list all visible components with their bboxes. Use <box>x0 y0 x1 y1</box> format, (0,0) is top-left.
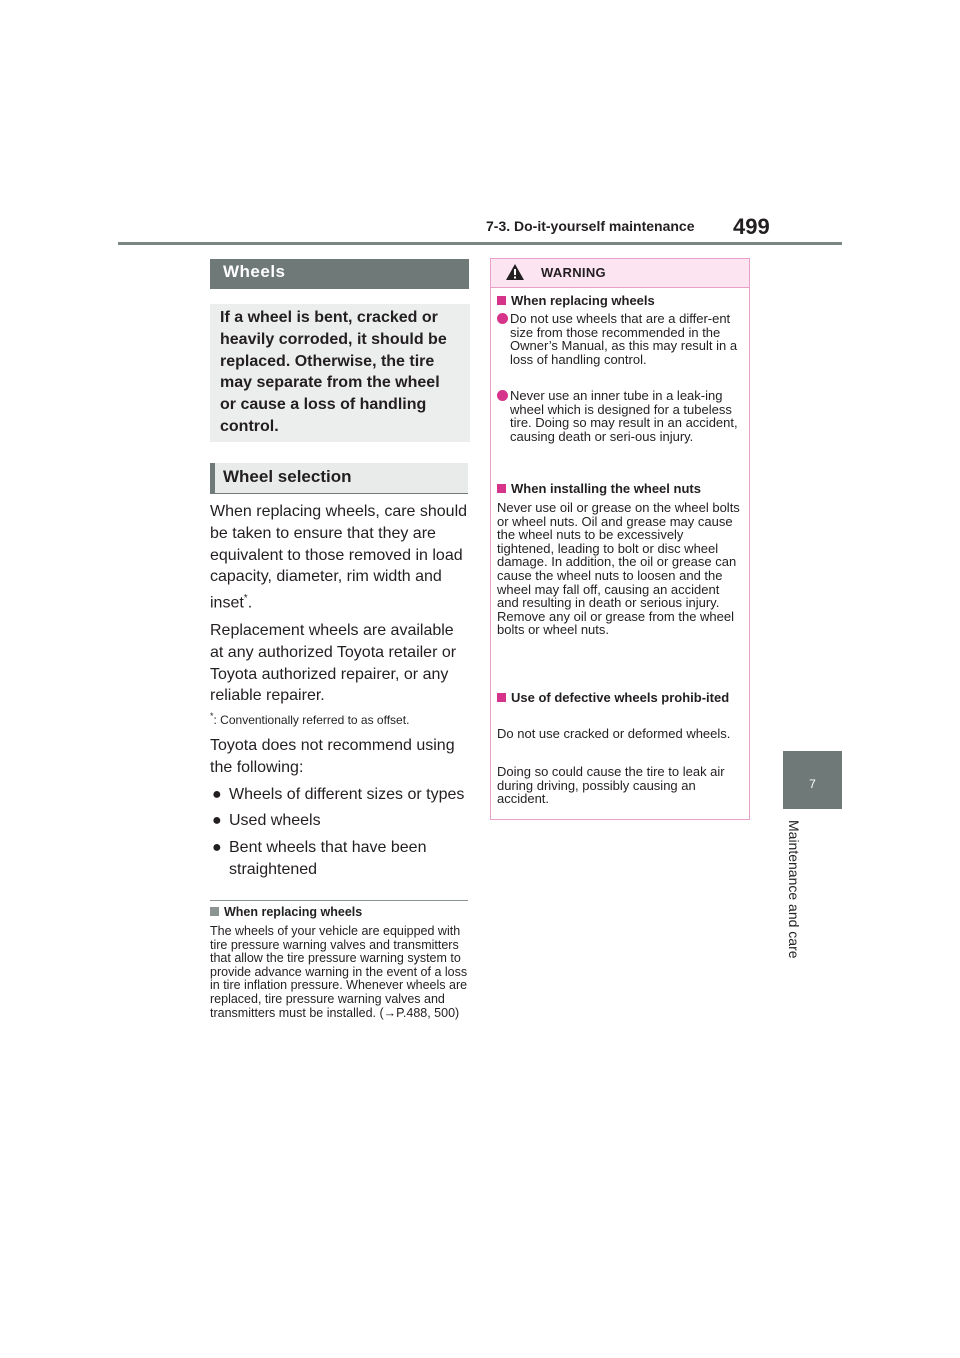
square-bullet-icon <box>497 296 506 305</box>
warning-item: Never use an inner tube in a leak-ing wheel which is designed for a tubeless tire. Doing so may result in an accident, causing death or seri-ous injury. <box>510 388 738 444</box>
warning-subheading-text: Use of defective wheels prohib-ited <box>511 690 730 705</box>
warning-subheading <box>497 690 737 706</box>
wheels-heading: Wheels <box>223 262 286 281</box>
warning-header <box>491 259 749 288</box>
wheels-heading-bar <box>210 259 469 289</box>
chapter-tab <box>783 751 842 809</box>
warning-triangle-icon <box>505 263 525 281</box>
warning-subheading <box>497 293 655 308</box>
note-text: The wheels of your vehicle are equipped with tire pressure warning valves and transmitters that allow the tire pressure warning system to provide advance warning in the event of a loss in tire inflation pressure. Whenever wheels are replaced, tire pressure warning valves and transmitters must be installed. (→P.488, 500) <box>210 924 468 1020</box>
para1-text: When replacing wheels, care should be taken to ensure that they are equivalent to those removed in load capacity, diameter, rim width and inset <box>210 503 468 612</box>
para1-end: . <box>247 594 253 612</box>
square-bullet-icon <box>210 907 219 916</box>
bullet-icon: ● <box>212 839 222 856</box>
warning-subheading-text: When installing the wheel nuts <box>511 481 701 496</box>
page-number: 499 <box>733 214 770 239</box>
bullet-icon: ● <box>212 786 222 803</box>
footnote <box>210 711 409 727</box>
header-rule <box>118 242 842 245</box>
wheel-selection-heading-bar <box>210 463 468 494</box>
chapter-number: 7 <box>809 777 816 791</box>
wheel-selection-para3: Toyota does not recommend using the following: <box>210 737 455 776</box>
warning-subheading-text: When replacing wheels <box>511 293 655 308</box>
warning-item: Do not use wheels that are a differ-ent size from those recommended in the Owner’s Manual, as this may result in a loss of handling control. <box>510 311 738 367</box>
bullet-item: Bent wheels that have been straightened <box>229 839 427 878</box>
note-heading-text: When replacing wheels <box>224 905 363 919</box>
bullet-item: Used wheels <box>229 812 321 829</box>
bullet-icon: ● <box>212 812 222 829</box>
warning-title: WARNING <box>541 265 606 280</box>
warning-paragraph: Never use oil or grease on the wheel bolts or wheel nuts. Oil and grease may cause the wheel nuts to be excessively tightened, leading to bolt or disc wheel damage. In addition, the oil or grease can cause the wheel nuts to loosen and the wheel may fall off, causing an accident and resulting in death or serious injury. Remove any oil or grease from the wheel bolts or wheel nuts. <box>497 500 740 638</box>
square-bullet-icon <box>497 484 506 493</box>
circle-bullet-icon <box>497 313 508 324</box>
warning-subheading <box>497 481 701 496</box>
wheel-selection-para2: Replacement wheels are available at any authorized Toyota retailer or Toyota authorized repairer, or any reliable repairer. <box>210 622 457 705</box>
bullet-item: Wheels of different sizes or types <box>229 786 465 803</box>
note-heading <box>210 905 362 919</box>
warning-paragraph: Do not use cracked or deformed wheels. <box>497 726 731 741</box>
square-bullet-icon <box>497 693 506 702</box>
chapter-label <box>788 820 804 980</box>
section-title: 7-3. Do-it-yourself maintenance <box>486 218 695 234</box>
circle-bullet-icon <box>497 390 508 401</box>
wheel-selection-para1 <box>210 501 468 614</box>
inset-footnote-mark: * <box>243 593 248 605</box>
chapter-label-text: Maintenance and care <box>786 820 802 959</box>
warning-box <box>490 258 750 820</box>
footnote-mark: * <box>210 711 214 721</box>
wheels-intro-text: If a wheel is bent, cracked or heavily corroded, it should be replaced. Otherwise, the tire may separate from the wheel or cause a loss of handling control. <box>220 309 447 435</box>
wheels-intro-box <box>210 304 470 442</box>
warning-paragraph: Doing so could cause the tire to leak air during driving, possibly causing an accident. <box>497 764 725 807</box>
wheel-selection-heading: Wheel selection <box>223 467 352 486</box>
note-divider <box>210 900 468 901</box>
footnote-text: : Conventionally referred to as offset. <box>213 713 410 727</box>
